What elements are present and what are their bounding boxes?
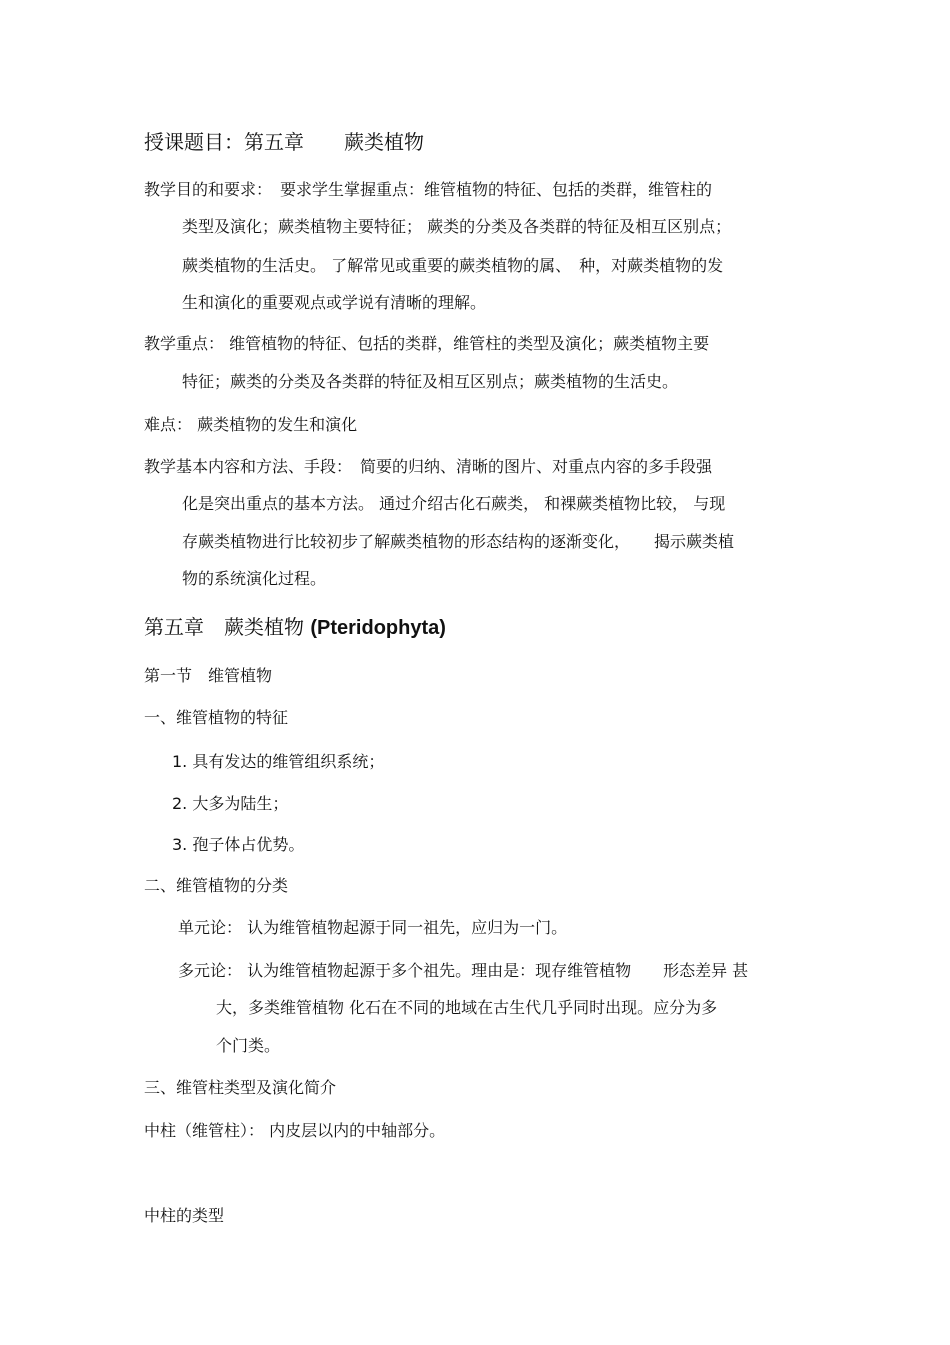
objectives-line-1: 教学目的和要求： 要求学生掌握重点：维管植物的特征、包括的类群，维管柱的 [144, 180, 713, 199]
objectives-line-3: 蕨类植物的生活史。 了解常见或重要的蕨类植物的属、 种，对蕨类植物的发 [182, 256, 724, 275]
lesson-topic: 授课题目：第五章 蕨类植物 [144, 130, 424, 154]
polyphyletic-line-3: 个门类。 [216, 1036, 281, 1055]
stele-heading: 三、维管柱类型及演化简介 [144, 1078, 337, 1097]
key-points-line-2: 特征；蕨类的分类及各类群的特征及相互区别点；蕨类植物的生活史。 [182, 372, 679, 391]
methods-line-2: 化是突出重点的基本方法。 通过介绍古化石蕨类， 和裸蕨类植物比较， 与现 [182, 494, 726, 513]
chapter-title-cn: 第五章 蕨类植物 [144, 615, 311, 639]
key-points-line-1: 教学重点： 维管植物的特征、包括的类群，维管柱的类型及演化；蕨类植物主要 [144, 334, 710, 353]
methods-line-3: 存蕨类植物进行比较初步了解蕨类植物的形态结构的逐渐变化， 揭示蕨类植 [182, 532, 735, 551]
chapter-title [144, 615, 446, 640]
difficulty-line: 难点： 蕨类植物的发生和演化 [144, 415, 358, 434]
objectives-line-4: 生和演化的重要观点或学说有清晰的理解。 [182, 293, 487, 312]
features-heading: 一、维管植物的特征 [144, 708, 289, 727]
feature-item-2: 2. 大多为陆生； [172, 794, 289, 813]
stele-types-heading: 中柱的类型 [144, 1206, 225, 1225]
classification-heading: 二、维管植物的分类 [144, 876, 289, 895]
polyphyletic-line-2: 大，多类维管植物 化石在不同的地域在古生代几乎同时出现。应分为多 [216, 998, 718, 1017]
section-heading: 第一节 维管植物 [144, 666, 273, 685]
methods-line-1: 教学基本内容和方法、手段： 简要的归纳、清晰的图片、对重点内容的多手段强 [144, 457, 713, 476]
feature-item-1: 1. 具有发达的维管组织系统； [172, 752, 385, 771]
stele-definition: 中柱（维管柱）： 内皮层以内的中轴部分。 [144, 1121, 446, 1140]
monophyletic-theory: 单元论： 认为维管植物起源于同一祖先，应归为一门。 [178, 918, 568, 937]
methods-line-4: 物的系统演化过程。 [182, 569, 327, 588]
objectives-line-2: 类型及演化；蕨类植物主要特征； 蕨类的分类及各类群的特征及相互区别点； [182, 217, 732, 236]
polyphyletic-line-1: 多元论： 认为维管植物起源于多个祖先。理由是：现存维管植物 形态差异 甚 [178, 961, 749, 980]
chapter-title-latin: (Pteridophyta) [310, 617, 446, 639]
feature-item-3: 3. 孢子体占优势。 [172, 835, 305, 854]
